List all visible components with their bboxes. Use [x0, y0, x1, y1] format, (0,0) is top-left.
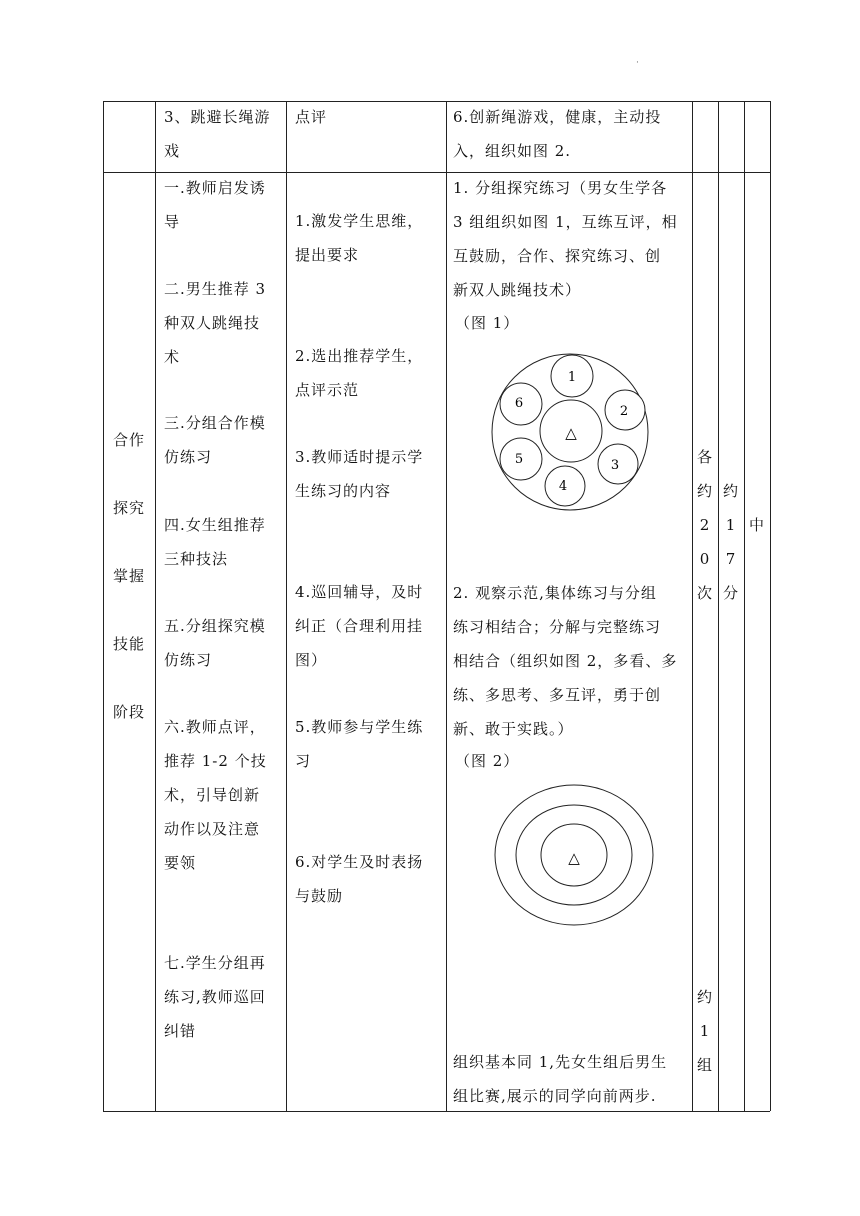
teacher-action-4 [295, 575, 423, 677]
reps-char: 约 [696, 482, 713, 500]
reps-char: 组 [696, 1056, 713, 1074]
text-line: 动作以及注意 [164, 820, 261, 838]
reps-column-top [692, 440, 718, 610]
text-line: 2.选出推荐学生， [295, 347, 424, 365]
stage-label-line: 技能 [112, 635, 145, 653]
text-line: 2. 观察示范,集体练习与分组 [453, 584, 657, 602]
text-line: 图） [295, 651, 328, 669]
text-line: 点评 [295, 108, 328, 126]
text-line: 5.教师参与学生练 [295, 718, 424, 736]
intensity-column [744, 508, 770, 542]
intensity-char: 中 [748, 516, 765, 534]
activity-3 [164, 406, 266, 474]
teacher-action-1 [295, 204, 423, 272]
table-bottom-border [103, 1111, 770, 1112]
text-line: 术 [164, 348, 181, 366]
figure-2-diagram [494, 784, 656, 926]
col-divider [744, 101, 745, 1111]
stage-label-line: 合作 [112, 431, 145, 449]
text-line: 导 [164, 213, 181, 231]
text-line: 练习,教师巡回 [164, 988, 266, 1006]
figure-2-caption: （图 2） [455, 752, 520, 770]
header-teacher [295, 100, 445, 134]
text-line: 6.创新绳游戏，健康，主动投 [453, 108, 662, 126]
text-line: 纠正（合理利用挂 [295, 617, 424, 635]
text-line: 6.对学生及时表扬 [295, 853, 424, 871]
group-circle-3 [598, 444, 638, 484]
text-line: 一.教师启发诱 [164, 179, 266, 197]
text-line: 入，组织如图 2. [453, 142, 572, 160]
reps-char: 约 [696, 988, 713, 1006]
stage-label-line: 阶段 [112, 703, 145, 721]
page-mark: · [636, 58, 639, 68]
reps-char: 2 [699, 516, 711, 534]
text-line: 四.女生组推荐 [164, 516, 266, 534]
stage-label-line: 掌握 [112, 567, 145, 585]
duration-char: 1 [725, 516, 737, 534]
text-line: 戏 [164, 142, 181, 160]
text-line: 习 [295, 752, 312, 770]
text-line: 提出要求 [295, 246, 360, 264]
text-line: 组织基本同 1,先女生组后男生 [453, 1053, 668, 1071]
col-divider [446, 101, 447, 1111]
header-student [453, 100, 689, 168]
group-circle-5 [500, 438, 542, 480]
group-circle-6 [500, 383, 542, 425]
text-line: 3、跳避长绳游 [164, 108, 271, 126]
activity-6 [164, 710, 267, 880]
duration-char: 7 [725, 550, 737, 568]
activity-1 [164, 171, 266, 239]
student-practice-3 [453, 1045, 667, 1113]
text-line: 3 组组织如图 1，互练互评，相 [453, 213, 678, 231]
text-line: 七.学生分组再 [164, 954, 266, 972]
duration-char: 分 [722, 584, 739, 602]
group-number: 2 [619, 404, 629, 419]
group-circle-1 [551, 355, 593, 397]
student-practice-2 [453, 576, 677, 746]
text-line: 要领 [164, 854, 197, 872]
text-line: 4.巡回辅导，及时 [295, 583, 424, 601]
activity-5 [164, 609, 266, 677]
text-line: 1.激发学生思维， [295, 212, 424, 230]
teacher-action-6 [295, 845, 423, 913]
text-line: 三种技法 [164, 550, 229, 568]
text-line: 新、敢于实践。） [453, 720, 574, 738]
teacher-action-3 [295, 440, 423, 508]
text-line: 点评示范 [295, 381, 360, 399]
teacher-action-5 [295, 710, 423, 778]
text-line: 纠错 [164, 1022, 197, 1040]
center-triangle-icon: △ [565, 424, 577, 442]
group-number: 4 [558, 479, 568, 494]
stage-label-line: 探究 [112, 499, 145, 517]
header-activity [164, 100, 284, 168]
text-line: 五.分组探究模 [164, 617, 266, 635]
text-line: 相结合（组织如图 2，多看、多 [453, 652, 678, 670]
reps-column-bottom [692, 980, 718, 1082]
text-line: 练习相结合；分解与完整练习 [453, 618, 662, 636]
duration-char: 约 [722, 482, 739, 500]
text-line: 仿练习 [164, 448, 213, 466]
text-line: 术，引导创新 [164, 786, 261, 804]
text-line: 推荐 1-2 个技 [164, 752, 267, 770]
group-number: 5 [514, 452, 524, 467]
activity-2 [164, 272, 266, 374]
reps-char: 0 [699, 550, 711, 568]
group-number: 6 [514, 396, 524, 411]
figure-1-diagram [488, 352, 654, 512]
activity-4 [164, 508, 266, 576]
student-practice-1 [453, 171, 678, 307]
text-line: 1. 分组探究练习（男女生学各 [453, 179, 668, 197]
text-line: 组比赛,展示的同学向前两步. [453, 1087, 657, 1105]
stage-label [103, 406, 155, 746]
reps-char: 次 [696, 584, 713, 602]
text-line: 二.男生推荐 3 [164, 280, 267, 298]
group-number: 3 [610, 458, 620, 473]
group-number: 1 [567, 370, 577, 385]
text-line: 3.教师适时提示学 [295, 448, 424, 466]
figure-1-caption: （图 1） [455, 314, 520, 332]
text-line: 练、多思考、多互评，勇于创 [453, 686, 662, 704]
text-line: 生练习的内容 [295, 482, 392, 500]
group-circle-4 [545, 466, 585, 506]
text-line: 新双人跳绳技术） [453, 281, 582, 299]
center-triangle-icon: △ [568, 849, 580, 867]
table-right-border [770, 101, 771, 1111]
reps-char: 1 [699, 1022, 711, 1040]
group-circle-2 [605, 390, 645, 430]
col-divider [155, 101, 156, 1111]
text-line: 六.教师点评， [164, 718, 266, 736]
duration-column [718, 474, 744, 610]
text-line: 仿练习 [164, 651, 213, 669]
activity-7 [164, 946, 266, 1048]
text-line: 互鼓励，合作、探究练习、创 [453, 247, 662, 265]
teacher-action-2 [295, 339, 423, 407]
reps-char: 各 [696, 448, 713, 466]
col-divider [286, 101, 287, 1111]
text-line: 三.分组合作模 [164, 414, 266, 432]
text-line: 种双人跳绳技 [164, 314, 261, 332]
text-line: 与鼓励 [295, 887, 344, 905]
